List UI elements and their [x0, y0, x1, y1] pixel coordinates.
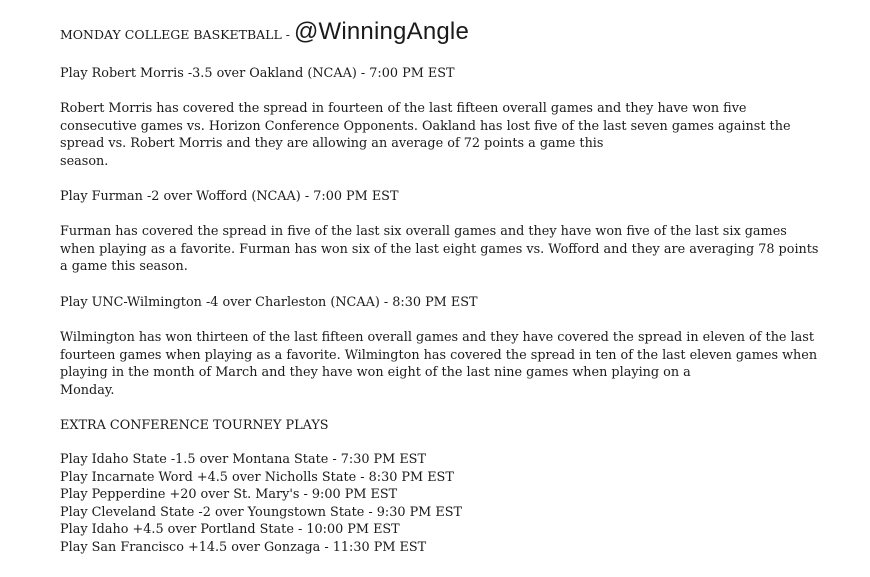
- game-1-analysis-line: spread vs. Robert Morris and they are allowing an average of 72 points a game this: [60, 136, 604, 151]
- extra-play-item: Play Idaho State -1.5 over Montana State - 7:30 PM EST: [60, 452, 426, 467]
- game-3-analysis: [60, 329, 850, 399]
- game-2-analysis-line: when playing as a favorite. Furman has won six of the last eight games vs. Wofford and they are averaging 78 points: [60, 241, 819, 257]
- extra-play-item: Play Incarnate Word +4.5 over Nicholls State - 8:30 PM EST: [60, 469, 454, 485]
- game-2-analysis: [60, 223, 850, 276]
- game-3-analysis-line: Wilmington has won thirteen of the last fifteen overall games and they have covered the spread in eleven of the last: [60, 330, 815, 345]
- game-3-analysis-line: playing in the month of March and they have won eight of the last nine games when playing on a: [60, 365, 691, 380]
- extra-play-item: Play San Francisco +14.5 over Gonzaga - 11:30 PM EST: [60, 539, 427, 555]
- extra-play-item: Play Idaho +4.5 over Portland State - 10:00 PM EST: [60, 522, 400, 538]
- game-3-analysis-line: fourteen games when playing as a favorite. Wilmington has covered the spread in ten of the last eleven games when: [60, 347, 818, 363]
- game-3-analysis-line: Monday.: [60, 382, 115, 398]
- game-2-analysis-line: Furman has covered the spread in five of the last six overall games and they have won five of the last six games: [60, 224, 787, 239]
- twitter-handle: @WinningAngle: [293, 18, 469, 45]
- game-1-analysis-line: consecutive games vs. Horizon Conference Opponents. Oakland has lost five of the last seven games against the: [60, 118, 791, 134]
- page-title: [60, 18, 469, 46]
- extra-play-item: Play Cleveland State -2 over Youngstown State - 9:30 PM EST: [60, 504, 462, 520]
- game-1-analysis-line: Robert Morris has covered the spread in fourteen of the last fifteen overall games and they have won five: [60, 101, 747, 116]
- extra-plays-list: [60, 451, 462, 557]
- title-text: MONDAY COLLEGE BASKETBALL -: [60, 27, 294, 42]
- game-1-analysis-line: season.: [60, 153, 109, 169]
- game-1-analysis: [60, 100, 850, 170]
- game-2-analysis-line: a game this season.: [60, 259, 188, 274]
- extra-play-item: Play Pepperdine +20 over St. Mary's - 9:00 PM EST: [60, 487, 398, 503]
- game-2-play: Play Furman -2 over Wofford (NCAA) - 7:00 PM EST: [60, 189, 399, 204]
- extra-plays-heading: EXTRA CONFERENCE TOURNEY PLAYS: [60, 418, 329, 433]
- game-3-play: Play UNC-Wilmington -4 over Charleston (NCAA) - 8:30 PM EST: [60, 295, 478, 310]
- game-1-play: Play Robert Morris -3.5 over Oakland (NCAA) - 7:00 PM EST: [60, 66, 455, 81]
